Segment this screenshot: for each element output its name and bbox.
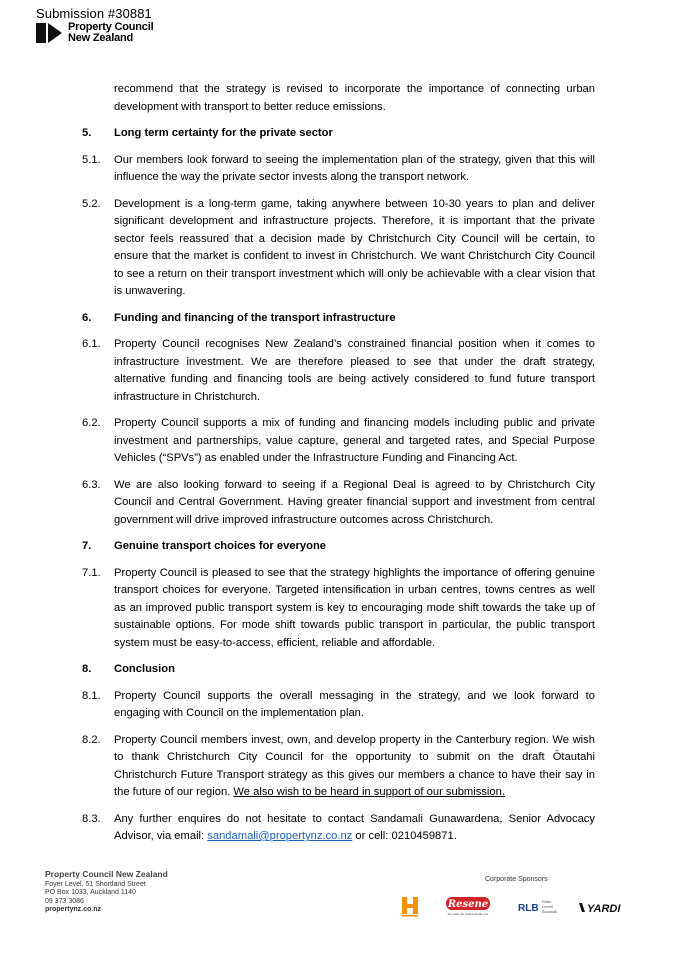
yardi-logo-icon [578,900,630,916]
footer-org-name: Property Council New Zealand [45,869,168,879]
rlb-logo [518,896,562,923]
email-link[interactable]: sandamali@propertynz.co.nz [207,830,353,842]
section-number: 7. [82,540,92,552]
section-title: Long term certainty for the private sector [114,127,333,139]
contact-text-after: or cell: 0210459871. [352,830,457,842]
section-number: 5. [82,127,92,139]
footer-address-line1: Foyer Level, 51 Shortland Street [45,880,146,888]
page-footer [45,870,168,915]
paragraph-text: We are also looking forward to seeing if a Regional Deal is agreed to by Christchurch City Council and Central Government. Having greater financial support and investment from central government will drive improved infrastructure outcomes across Christchurch. [114,478,595,526]
rlb-name-line3: Bucknall [542,909,558,914]
paragraph-text [114,811,595,846]
brand-logo [36,22,153,44]
resene-logo [445,896,491,923]
section-title: Funding and financing of the transport infrastructure [114,311,396,324]
submission-number: Submission #30881 [36,6,152,21]
paragraph-text: Development is a long-term game, taking anywhere between 10-30 years to plan and deliver significant development and infrastructure projects. Therefore, it is important that the private sector feels reassured that a decision made by Christchurch City Council will be certain, to ensure that the market is confident to invest in Christchurch. We want Christchurch City Council to see a return on their transport investment which will only be achievable with a clear vision that is unwavering. [114,197,595,297]
rlb-name-line1: Rider [542,899,552,904]
yardi-logo [578,900,630,921]
section-5-heading [82,125,595,143]
section-title: Genuine transport choices for everyone [114,540,326,552]
section-8-heading [82,661,595,679]
paragraph-text-main: Property Council members invest, own, and develop property in the Canterbury region. We wish to thank Christchurch City Council for the opportunity to submit on the draft Ōtautahi Christchurch Future Transport strategy as this gives our members a chance to have their say in the future of our region. [114,733,595,798]
paragraph-text [114,732,595,802]
brand-name-line1: Property Council [68,21,154,33]
footer-phone: 09 373 3086 [45,897,84,905]
section-7-heading [82,538,595,556]
paragraph-number: 6.1. [82,338,101,350]
contact-text-before: Any further enquires do not hesitate to contact Sandamali Gunawardena, Senior Advocacy Advisor, via email: [114,812,595,842]
paragraph-6-1 [82,336,595,406]
paragraph-text: Our members look forward to seeing the implementation plan of the strategy, given that this will influence the way the private sector invests along the transport network. [114,153,595,183]
section-number: 6. [82,311,92,324]
footer-address-line2: PO Box 1033, Auckland 1140 [45,889,136,897]
paragraph-number: 8.1. [82,689,101,702]
paragraph-number: 8.2. [82,733,101,746]
property-council-logo-icon [36,23,62,43]
yardi-wordmark: YARDI [587,903,621,915]
intro-paragraph: recommend that the strategy is revised to incorporate the importance of connecting urban development with transport to better reduce emissions. [114,83,595,113]
section-6-heading [82,310,595,328]
rlb-name-line2: Levett [542,904,553,909]
footer-website: propertynz.co.nz [45,906,102,914]
paragraph-5-2 [82,196,595,301]
paragraph-number: 7.1. [82,566,101,579]
paragraph-text: Property Council recognises New Zealand’s constrained financial position when it comes to infrastructure investment. We are therefore pleased to see that under the draft strategy, alternative funding and financing tools are being actively considered to fund future transport infrastructure in Christchurch. [114,338,595,403]
paragraph-number: 8.3. [82,812,101,825]
paragraph-5-1 [82,152,595,187]
paragraph-8-2 [82,732,595,802]
paragraph-text: Property Council supports the overall messaging in the strategy, and we look forward to engaging with Council on the implementation plan. [114,689,595,719]
page-header [36,6,153,44]
paragraph-number: 6.3. [82,478,101,491]
paragraph-number: 5.1. [82,153,101,166]
paragraph-number: 5.2. [82,197,101,210]
section-number: 8. [82,663,92,675]
resene-wordmark: Resene [447,899,489,910]
paragraph-number: 6.2. [82,417,101,429]
paragraph-6-3 [82,477,595,530]
rlb-logo-icon [518,896,562,918]
sponsors-title: Corporate Sponsors [485,876,548,883]
brand-name-line2: New Zealand [68,32,134,44]
paragraph-6-2 [82,415,595,468]
rlb-wordmark: RLB [518,903,539,914]
resene-tagline: the paint the professionals use [447,912,489,916]
paragraph-text: Property Council is pleased to see that the strategy highlights the importance of offering genuine transport choices for everyone. Targeted intensification in urban centres, towns centres as well as an improved public transport system is key to encouraging mode shift towards the take up of sustainable options. For mode shift towards public transport in particular, the public transport system must be easy-to-access, efficient, reliable and affordable. [114,566,595,649]
paragraph-8-3 [82,811,595,846]
heard-in-support-statement: We also wish to be heard in support of our submission. [233,786,505,798]
document-body [82,81,595,855]
resene-logo-icon [445,896,491,918]
paragraph-text: Property Council supports a mix of funding and financing models including public and private investment and partnerships, value capture, general and targeted rates, and Special Purpose Vehicles (“SPVs”) as enabled under the Infrastructure Funding and Financing Act. [114,417,595,464]
section-title: Conclusion [114,663,175,675]
paragraph-8-1 [82,688,595,723]
harrisons-logo-icon [400,896,420,918]
paragraph-7-1 [82,565,595,653]
